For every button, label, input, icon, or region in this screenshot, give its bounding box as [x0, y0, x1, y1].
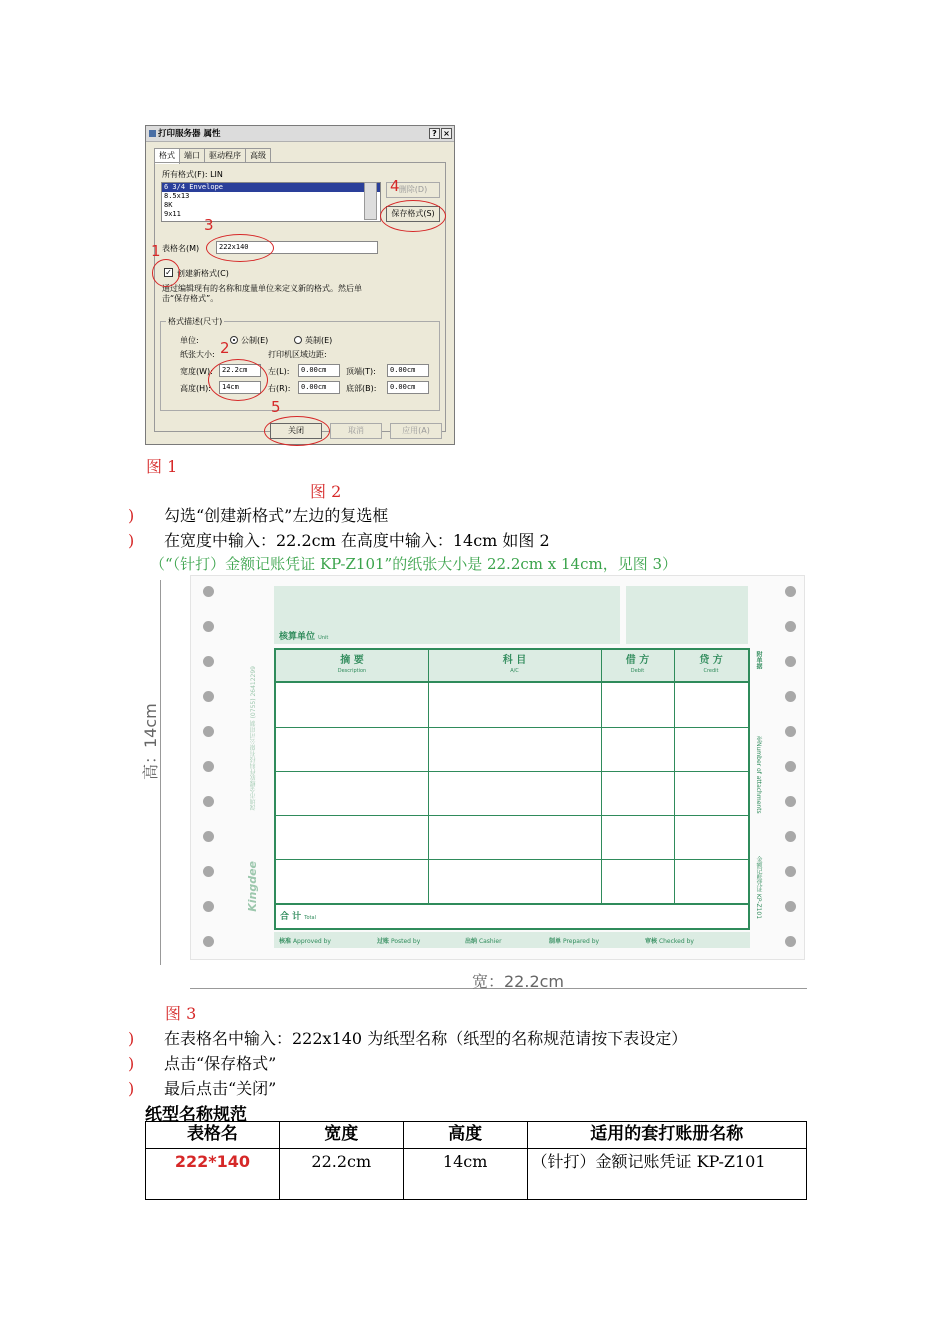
figure-2-caption: 图 2 — [310, 482, 342, 501]
list-item[interactable]: 6 3/4 Envelope — [162, 183, 380, 192]
step-line — [128, 503, 388, 526]
col-header-height: 高度 — [403, 1122, 527, 1149]
footer-cn: 核准 — [279, 938, 292, 945]
hole-left — [203, 831, 214, 842]
attachments-count-label: 张Number of attachments — [755, 736, 762, 814]
step-text: 在表格名中输入：222x140 为纸型名称（纸型的名称规范请按下表设定） — [164, 1029, 688, 1048]
cancel-button[interactable]: 取消 — [330, 423, 382, 439]
dialog-title-bar — [146, 126, 454, 142]
footer-cn: 制单 — [549, 938, 562, 945]
width-label: 宽度(W): — [180, 367, 213, 376]
header-credit — [674, 655, 748, 677]
height-dimension-label: 高：14cm — [141, 703, 160, 780]
tab-format[interactable]: 格式 — [154, 148, 180, 164]
annotation-number-1: 1 — [151, 242, 161, 260]
width-input[interactable]: 22.2cm — [219, 364, 261, 377]
hole-left — [203, 621, 214, 632]
step-line — [128, 1026, 687, 1049]
annotation-circle-1 — [152, 259, 180, 287]
hole-right — [785, 621, 796, 632]
close-button[interactable]: 关闭 — [270, 423, 322, 439]
tab-drivers[interactable]: 驱动程序 — [204, 148, 246, 162]
hole-left — [203, 761, 214, 772]
footer-en: Prepared by — [562, 938, 600, 945]
step-marker: ) — [128, 531, 135, 550]
header-en: A/C — [510, 668, 519, 674]
hole-right — [785, 586, 796, 597]
header-cn: 贷 方 — [699, 655, 723, 666]
form-name-label: 表格名(M) — [162, 244, 200, 253]
hole-left — [203, 656, 214, 667]
hole-right — [785, 901, 796, 912]
footer-en: Cashier — [478, 938, 502, 945]
row-divider — [276, 771, 748, 772]
cell-width: 22.2cm — [279, 1149, 403, 1200]
step-line — [128, 528, 550, 551]
footer-en: Posted by — [390, 938, 421, 945]
step-marker: ) — [128, 506, 135, 525]
col-divider — [601, 650, 602, 905]
header-description — [276, 655, 428, 677]
voucher-top-box-right — [626, 586, 748, 644]
footer-approved — [279, 936, 331, 945]
list-item[interactable]: 8.5x13 — [164, 192, 190, 200]
width-dimension-label: 宽：22.2cm — [472, 972, 565, 991]
paper-size-label: 纸张大小: — [180, 350, 215, 359]
footer-cn: 审核 — [645, 938, 658, 945]
metric-radio[interactable] — [230, 336, 238, 344]
brand-logo: Kingdee — [246, 861, 259, 912]
step-text: 在宽度中输入：22.2cm 在高度中输入：14cm 如图 2 — [164, 531, 550, 550]
row-divider — [276, 859, 748, 860]
top-margin-label: 顶端(T): — [346, 367, 376, 376]
voucher-table — [274, 648, 750, 930]
unit-label: 单位: — [180, 336, 199, 345]
step-text: 点击“保存格式” — [164, 1054, 277, 1073]
header-en: Description — [337, 668, 367, 674]
footer-cn: 过账 — [377, 938, 390, 945]
hole-right — [785, 691, 796, 702]
right-margin-label: 右(R): — [268, 384, 291, 393]
height-input[interactable]: 14cm — [219, 381, 261, 394]
attachments-label: 附单据 — [755, 651, 762, 669]
create-format-label: 创建新格式(C) — [177, 269, 229, 278]
footer-checked — [645, 936, 694, 945]
hole-right — [785, 831, 796, 842]
cell-ledger-name: （针打）金额记账凭证 KP-Z101 — [527, 1149, 806, 1200]
list-scrollbar[interactable] — [364, 182, 377, 220]
step-line — [128, 1076, 276, 1099]
delete-button[interactable]: 删除(D) — [386, 182, 440, 198]
tab-advanced[interactable]: 高级 — [245, 148, 271, 162]
hole-left — [203, 586, 214, 597]
hole-right — [785, 866, 796, 877]
group-label: 格式描述(尺寸) — [168, 317, 223, 326]
footer-cashier — [465, 936, 502, 945]
header-account — [428, 655, 601, 677]
list-item[interactable]: 9x11 — [164, 210, 181, 218]
paper-spec-table — [145, 1121, 807, 1200]
cell-height: 14cm — [403, 1149, 527, 1200]
unit-label-cn: 核算单位 — [279, 632, 316, 642]
header-en: Credit — [703, 668, 719, 674]
left-margin-input[interactable]: 0.00cm — [298, 364, 340, 377]
col-header-width: 宽度 — [279, 1122, 403, 1149]
hole-left — [203, 901, 214, 912]
table-header-row — [146, 1122, 807, 1149]
printer-info-vertical: 深圳市金蝶软件科技有限公司印制 (0755) 26412299 — [250, 666, 257, 811]
step-marker: ) — [128, 1029, 135, 1048]
all-formats-label: 所有格式(F): LIN — [162, 170, 223, 179]
dialog-title: 打印服务器 属性 — [158, 129, 221, 139]
total-divider — [276, 903, 748, 905]
step-marker: ) — [128, 1079, 135, 1098]
left-margin-label: 左(L): — [268, 367, 290, 376]
hole-left — [203, 691, 214, 702]
help-button[interactable]: ? — [429, 128, 440, 139]
printer-margin-label: 打印机区域边距: — [268, 350, 327, 359]
top-margin-input[interactable]: 0.00cm — [387, 364, 429, 377]
dialog-tabs — [154, 148, 270, 162]
footer-en: Checked by — [658, 938, 694, 945]
annotation-number-4: 4 — [390, 177, 400, 195]
step-text: 勾选“创建新格式”左边的复选框 — [164, 506, 389, 525]
footer-prepared — [549, 936, 599, 945]
col-header-ledger-name: 适用的套打账册名称 — [527, 1122, 806, 1149]
cell-form-name: 222*140 — [146, 1149, 280, 1200]
col-divider — [674, 650, 675, 905]
hole-right — [785, 656, 796, 667]
step-text: 最后点击“关闭” — [164, 1079, 277, 1098]
footer-posted — [377, 936, 420, 945]
row-divider — [276, 815, 748, 816]
imperial-label: 英制(E) — [305, 336, 333, 345]
hole-left — [203, 936, 214, 947]
annotation-circle-4 — [380, 200, 446, 232]
form-name-input[interactable]: 222x140 — [216, 241, 378, 254]
header-cn: 借 方 — [625, 655, 650, 666]
figure-1-caption: 图 1 — [146, 457, 178, 476]
col-divider — [428, 650, 429, 905]
spec-title: 纸型名称规范 — [145, 1105, 247, 1125]
hole-left — [203, 726, 214, 737]
hole-right — [785, 761, 796, 772]
total-label — [280, 909, 316, 922]
row-divider — [276, 727, 748, 728]
header-cn: 摘 要 — [340, 655, 364, 666]
col-header-form-name: 表格名 — [146, 1122, 280, 1149]
hole-left — [203, 866, 214, 877]
save-format-button[interactable]: 保存格式(S) — [386, 206, 440, 222]
print-server-properties-dialog — [145, 125, 455, 445]
unit-label-en: Unit — [318, 635, 329, 641]
metric-label: 公制(E) — [241, 336, 269, 345]
figure-3-caption: 图 3 — [165, 1004, 197, 1023]
unit-label — [279, 629, 328, 642]
bottom-margin-label: 底部(B): — [346, 384, 377, 393]
create-format-checkbox[interactable]: ✓ — [165, 268, 172, 277]
hint-text: 通过编辑现有的名称和度量单位来定义新的格式。然后单击“保存格式”。 — [162, 284, 362, 303]
table-row — [146, 1149, 807, 1200]
step-marker: ) — [128, 1054, 135, 1073]
annotation-circle-3 — [206, 234, 274, 262]
voucher-image — [190, 575, 805, 960]
paper-size-note: （“（针打）金额记账凭证 KP-Z101”的纸张大小是 22.2cm x 14cm，见图 3） — [150, 555, 678, 573]
header-cn: 科 目 — [502, 655, 527, 666]
annotation-number-2: 2 — [220, 339, 230, 357]
list-item[interactable]: 8K — [164, 201, 173, 209]
annotation-number-3: 3 — [204, 216, 214, 234]
voucher-model-label: 金额记账凭证 KP-Z101 — [755, 856, 762, 920]
height-label: 高度(H): — [180, 384, 211, 393]
total-label-cn: 合 计 — [280, 912, 302, 922]
apply-button[interactable]: 应用(A) — [390, 423, 442, 439]
hole-right — [785, 796, 796, 807]
annotation-circle-2 — [208, 359, 268, 401]
bottom-margin-input[interactable]: 0.00cm — [387, 381, 429, 394]
annotation-circle-5 — [264, 416, 330, 446]
footer-en: Approved by — [292, 938, 331, 945]
imperial-radio[interactable] — [294, 336, 302, 344]
annotation-number-5: 5 — [271, 398, 281, 416]
tab-ports[interactable]: 端口 — [179, 148, 205, 162]
total-label-en: Total — [304, 915, 316, 921]
close-icon[interactable]: × — [441, 128, 452, 139]
header-debit — [601, 655, 674, 677]
printer-icon — [149, 130, 156, 137]
formats-list[interactable] — [161, 182, 381, 222]
step-line — [128, 1051, 276, 1074]
header-en: Debit — [630, 668, 645, 674]
hole-left — [203, 796, 214, 807]
hole-right — [785, 936, 796, 947]
footer-cn: 出纳 — [465, 938, 478, 945]
right-margin-input[interactable]: 0.00cm — [298, 381, 340, 394]
hole-right — [785, 726, 796, 737]
